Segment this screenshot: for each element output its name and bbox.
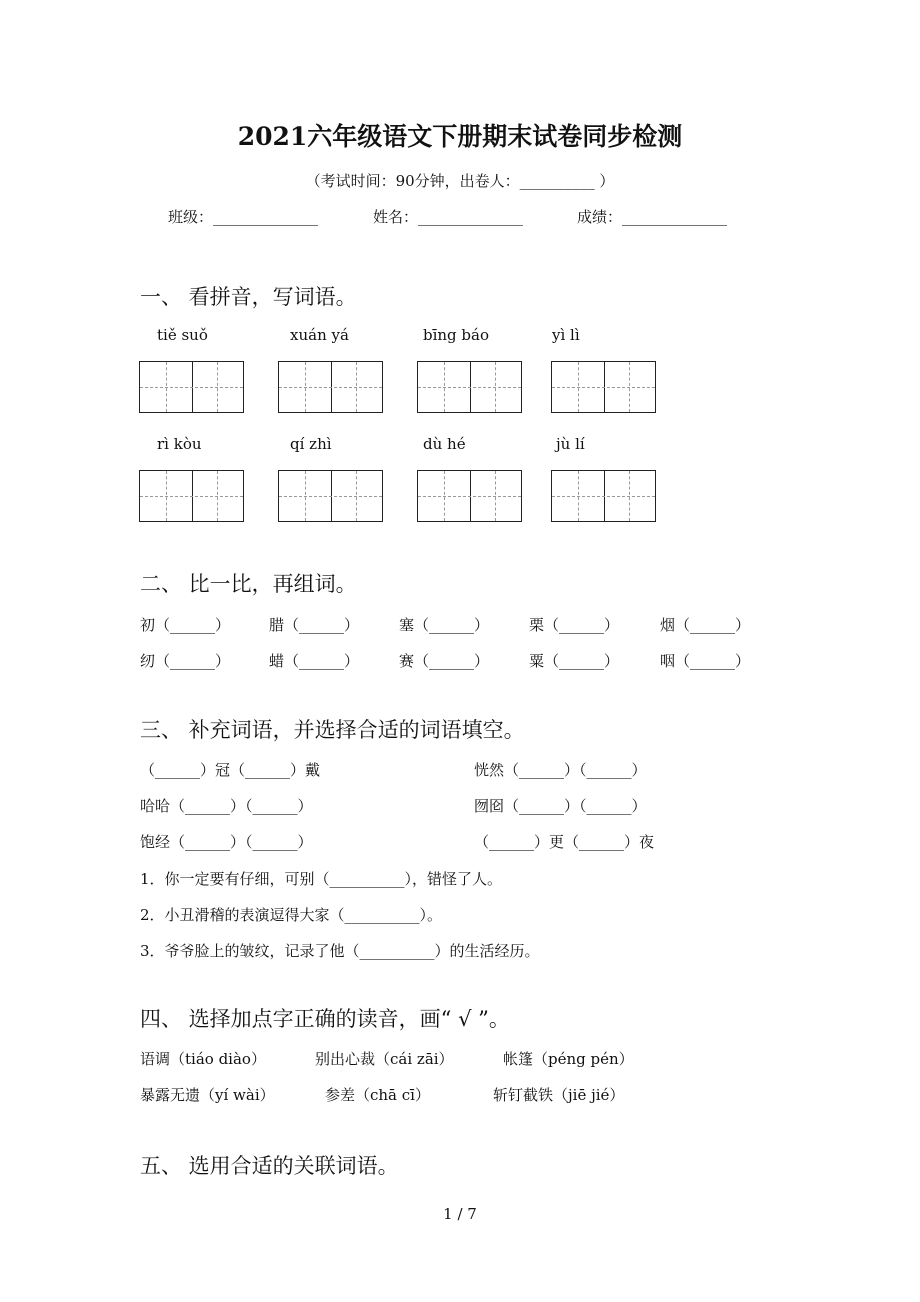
compare-item: 蜡（______） [269,652,360,670]
pinyin-label: yì lì [552,326,580,344]
reading-item: 帐篷（péng pén） [503,1050,634,1068]
writing-grid[interactable] [278,361,383,413]
pinyin-label: tiě suǒ [157,326,208,344]
pinyin-label: xuán yá [290,326,349,344]
name-field: 姓名：______________ [373,208,524,226]
fill-question: 1．你一定要有仔细，可别（__________），错怪了人。 [140,870,503,888]
compare-item: 烟（______） [660,616,751,634]
compare-item: 粟（______） [529,652,620,670]
pinyin-label: rì kòu [157,435,202,453]
writing-grid[interactable] [278,470,383,522]
writing-grid[interactable] [551,470,656,522]
compare-item: 咽（______） [660,652,751,670]
idiom-item: 哈哈（______）（______） [140,797,313,815]
section-3-heading: 三、 补充词语，并选择合适的词语填空。 [140,718,525,742]
fill-question: 3．爷爷脸上的皱纹，记录了他（__________）的生活经历。 [140,942,540,960]
class-field: 班级：______________ [168,208,319,226]
reading-item: 斩钉截铁（jiē jié） [493,1086,625,1104]
page-title: 2021六年级语文下册期末试卷同步检测 [237,122,683,151]
writing-grid[interactable] [551,361,656,413]
page-number: 1 / 7 [443,1205,477,1223]
section-2-heading: 二、 比一比，再组词。 [140,572,357,596]
writing-grid[interactable] [417,361,522,413]
fill-question: 2．小丑滑稽的表演逗得大家（__________）。 [140,906,443,924]
compare-item: 纫（______） [140,652,231,670]
compare-item: 塞（______） [399,616,490,634]
idiom-item: 恍然（______）（______） [474,761,647,779]
reading-item: 暴露无遗（yí wài） [140,1086,275,1104]
section-4-heading: 四、 选择加点字正确的读音，画“ √ ”。 [140,1007,510,1031]
pinyin-label: dù hé [423,435,466,453]
exam-subtitle: （考试时间：90分钟，出卷人：__________ ） [305,172,615,190]
writing-grid[interactable] [417,470,522,522]
pinyin-label: qí zhì [290,435,332,453]
section-5-heading: 五、 选用合适的关联词语。 [140,1154,399,1178]
reading-item: 参差（chā cī） [325,1086,430,1104]
section-1-heading: 一、 看拼音，写词语。 [140,285,357,309]
pinyin-label: bīng báo [423,326,490,344]
reading-item: 别出心裁（cái zāi） [315,1050,454,1068]
compare-item: 腊（______） [269,616,360,634]
writing-grid[interactable] [139,470,244,522]
idiom-item: （______）冠（______）戴 [140,761,321,779]
writing-grid[interactable] [139,361,244,413]
idiom-item: 囫囵（______）（______） [474,797,647,815]
score-field: 成绩：______________ [577,208,728,226]
reading-item: 语调（tiáo diào） [140,1050,266,1068]
pinyin-label: jù lí [556,435,585,453]
compare-item: 赛（______） [399,652,490,670]
idiom-item: （______）更（______）夜 [474,833,655,851]
compare-item: 初（______） [140,616,231,634]
compare-item: 栗（______） [529,616,620,634]
idiom-item: 饱经（______）（______） [140,833,313,851]
